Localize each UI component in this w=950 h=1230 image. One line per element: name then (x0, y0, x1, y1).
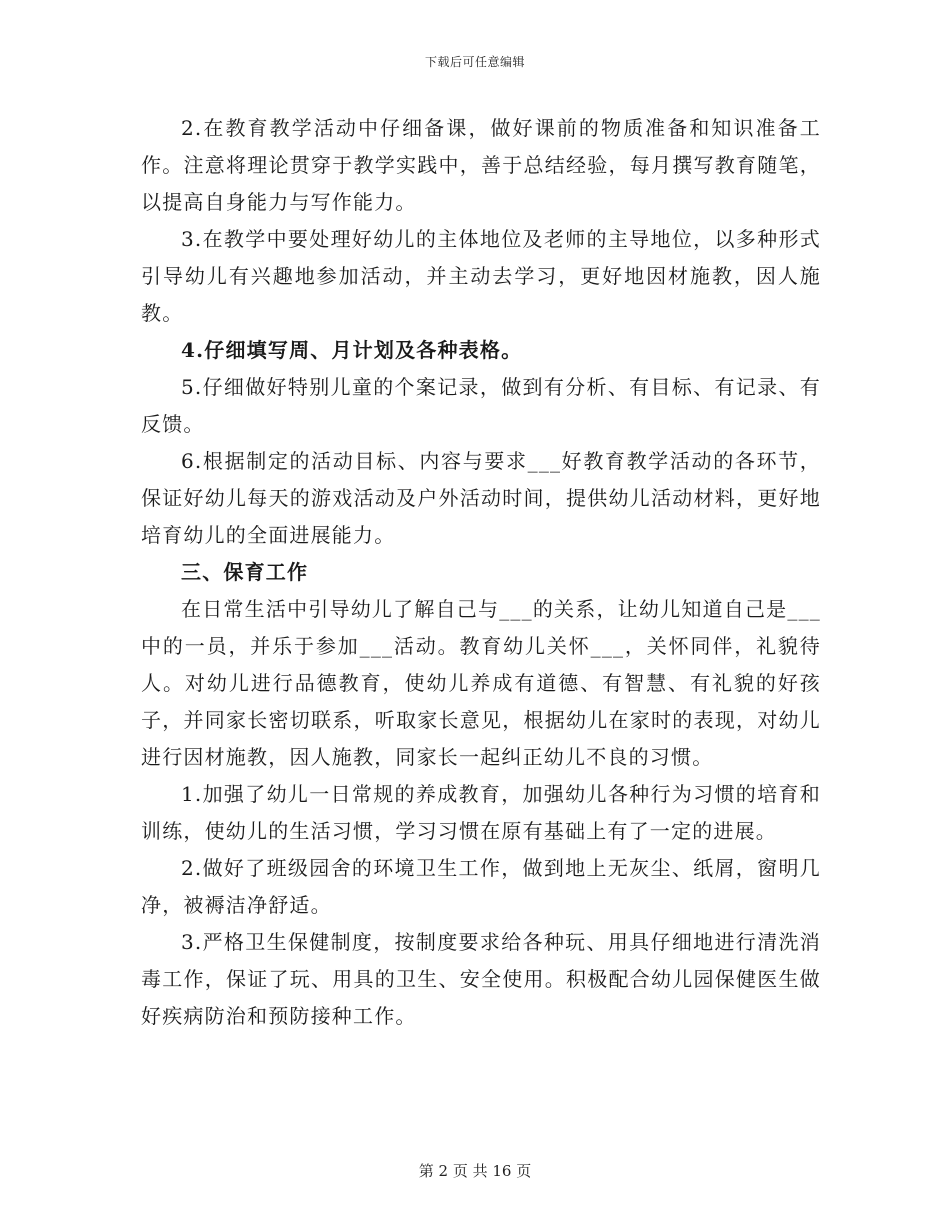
paragraph: 1.加强了幼儿一日常规的养成教育，加强幼儿各种行为习惯的培育和训练，使幼儿的生活习惯，学习习惯在原有基础上有了一定的进展。 (141, 782, 821, 843)
paragraph: 2.做好了班级园舍的环境卫生工作，做到地上无灰尘、纸屑，窗明几净，被褥洁净舒适。 (141, 856, 821, 917)
section-heading: 三、保育工作 (181, 560, 309, 584)
paragraph: 2.在教育教学活动中仔细备课，做好课前的物质准备和知识准备工作。注意将理论贯穿于教学实践中，善于总结经验，每月撰写教育随笔，以提高自身能力与写作能力。 (141, 116, 821, 214)
paragraph-bold: 4.仔细填写周、月计划及各种表格。 (181, 338, 523, 362)
page-footer: 第 2 页 共 16 页 (418, 1162, 532, 1180)
paragraph: 3.在教学中要处理好幼儿的主体地位及老师的主导地位，以多种形式引导幼儿有兴趣地参加活动，并主动去学习，更好地因材施教，因人施教。 (141, 227, 821, 325)
document-body (141, 110, 821, 1035)
paragraph: 5.仔细做好特别儿童的个案记录，做到有分析、有目标、有记录、有反馈。 (141, 375, 821, 436)
paragraph: 6.根据制定的活动目标、内容与要求___好教育教学活动的各环节，保证好幼儿每天的游戏活动及户外活动时间，提供幼儿活动材料，更好地培育幼儿的全面进展能力。 (141, 449, 821, 547)
page-header: 下载后可任意编辑 (424, 55, 525, 69)
paragraph: 在日常生活中引导幼儿了解自己与___的关系，让幼儿知道自己是___中的一员，并乐于参加___活动。教育幼儿关怀___，关怀同伴，礼貌待人。对幼儿进行品德教育，使幼儿养成有道德、有智慧、有礼貌的好孩子，并同家长密切联系，听取家长意见，根据幼儿在家时的表现，对幼儿进行因材施教，因人施教，同家长一起纠正幼儿不良的习惯。 (141, 597, 821, 769)
paragraph: 3.严格卫生保健制度，按制度要求给各种玩、用具仔细地进行清洗消毒工作，保证了玩、用具的卫生、安全使用。积极配合幼儿园保健医生做好疾病防治和预防接种工作。 (141, 930, 821, 1028)
